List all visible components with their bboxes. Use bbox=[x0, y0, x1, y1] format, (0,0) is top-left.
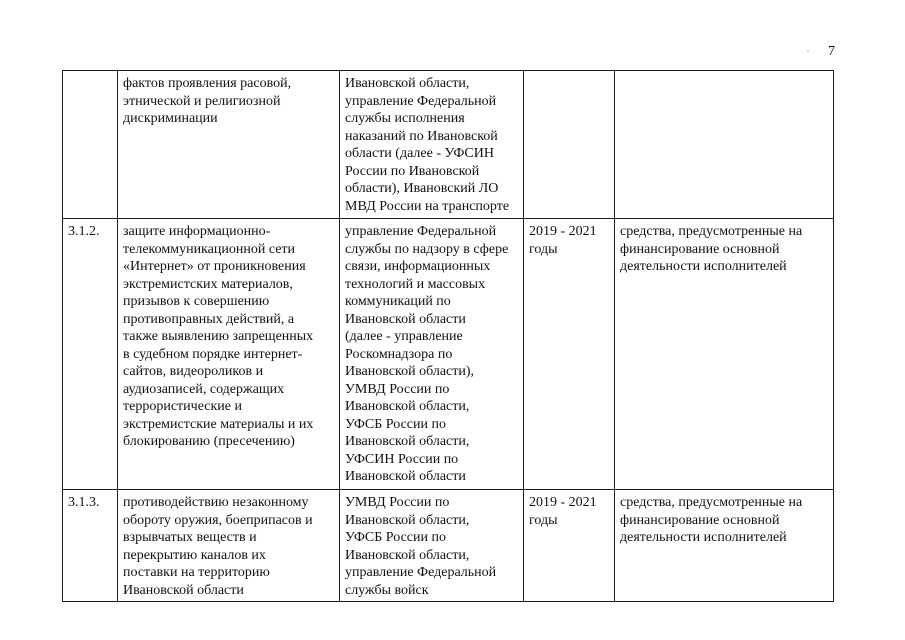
funding-cell bbox=[615, 219, 834, 490]
executors-text: Ивановской области, управление Федеральной службы исполнения наказаний по Ивановской области (далее - УФСИН России по Ивановской области), Ивановский ЛО МВД России на транспорте bbox=[345, 76, 510, 214]
item-number: 3.1.3. bbox=[68, 495, 100, 510]
period-cell bbox=[524, 490, 615, 602]
funding-text: средства, предусмотренные на финансирование основной деятельности исполнителей bbox=[620, 224, 803, 274]
item-number-cell bbox=[63, 71, 118, 219]
table-row bbox=[63, 219, 834, 490]
item-number-cell bbox=[63, 219, 118, 490]
page-number: 7 bbox=[828, 44, 835, 59]
funding-cell bbox=[615, 71, 834, 219]
period-text: 2019 - 2021 годы bbox=[529, 224, 597, 257]
scan-artifact-dot: · bbox=[806, 44, 810, 58]
executors-cell bbox=[340, 71, 524, 219]
table-row bbox=[63, 490, 834, 602]
funding-cell bbox=[615, 490, 834, 602]
activity-cell bbox=[118, 219, 340, 490]
activity-text: противодействию незаконному обороту оружия, боеприпасов и взрывчатых веществ и перекрытию каналов их поставки на территорию Ивановской области bbox=[123, 495, 313, 598]
funding-text: средства, предусмотренные на финансирование основной деятельности исполнителей bbox=[620, 495, 803, 545]
executors-text: УМВД России по Ивановской области, УФСБ России по Ивановской области, управление Федеральной службы войск bbox=[345, 495, 497, 598]
activity-text: защите информационно- телекоммуникационной сети «Интернет» от проникновения экстремистских материалов, призывов к совершению противоправных действий, а также выявлению запрещенных в судебном порядке интернет- сайтов, видеороликов и аудиозаписей, содержащих террористические и экстремистские материалы и их блокированию (пресечению) bbox=[123, 224, 314, 449]
executors-cell bbox=[340, 219, 524, 490]
executors-cell bbox=[340, 490, 524, 602]
executors-text: управление Федеральной службы по надзору в сфере связи, информационных технологий и массовых коммуникаций по Ивановской области (далее - управление Роскомнадзора по Ивановской области), УМВД России по Ивановской области, УФСБ России по Ивановской области, УФСИН России по Ивановской области bbox=[345, 224, 509, 484]
item-number-cell bbox=[63, 490, 118, 602]
activity-text: фактов проявления расовой, этнической и религиозной дискриминации bbox=[123, 76, 292, 126]
activity-cell bbox=[118, 490, 340, 602]
measures-table bbox=[62, 70, 834, 602]
item-number: 3.1.2. bbox=[68, 224, 100, 239]
activity-cell bbox=[118, 71, 340, 219]
table-row bbox=[63, 71, 834, 219]
period-cell bbox=[524, 219, 615, 490]
period-cell bbox=[524, 71, 615, 219]
period-text: 2019 - 2021 годы bbox=[529, 495, 597, 528]
